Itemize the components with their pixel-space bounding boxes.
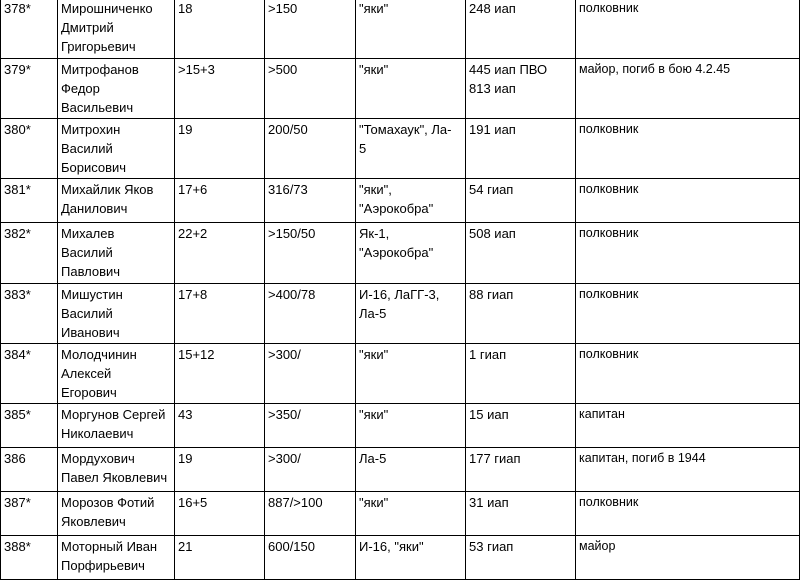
row-number: 379* bbox=[1, 59, 58, 119]
aircraft-cell: "яки", "Аэрокобра" bbox=[356, 179, 466, 223]
pilot-name: Мишустин Василий Иванович bbox=[58, 284, 175, 344]
unit-cell: 15 иап bbox=[466, 404, 576, 448]
unit-cell: 508 иап bbox=[466, 223, 576, 284]
row-number: 378* bbox=[1, 0, 58, 59]
table-row bbox=[1, 492, 800, 536]
rank-cell: полковник bbox=[576, 0, 800, 59]
victories-cell: >350/ bbox=[265, 404, 356, 448]
table-row bbox=[1, 284, 800, 344]
row-number: 385* bbox=[1, 404, 58, 448]
row-number: 386 bbox=[1, 448, 58, 492]
aircraft-cell: "яки" bbox=[356, 344, 466, 404]
rank-cell: майор bbox=[576, 536, 800, 580]
pilot-name: Молодчинин Алексей Егорович bbox=[58, 344, 175, 404]
pilot-name: Мордухович Павел Яковлевич bbox=[58, 448, 175, 492]
victories-cell: >300/ bbox=[265, 448, 356, 492]
row-number: 383* bbox=[1, 284, 58, 344]
victories-cell: >400/78 bbox=[265, 284, 356, 344]
table-row bbox=[1, 344, 800, 404]
unit-cell: 191 иап bbox=[466, 119, 576, 179]
table-row bbox=[1, 179, 800, 223]
victories-cell: 887/>100 bbox=[265, 492, 356, 536]
sorties-cell: 16+5 bbox=[175, 492, 265, 536]
pilot-name: Моторный Иван Порфирьевич bbox=[58, 536, 175, 580]
victories-cell: 200/50 bbox=[265, 119, 356, 179]
victories-cell: 600/150 bbox=[265, 536, 356, 580]
table-row bbox=[1, 536, 800, 580]
sorties-cell: 19 bbox=[175, 119, 265, 179]
pilot-name: Моргунов Сергей Николаевич bbox=[58, 404, 175, 448]
table-row bbox=[1, 0, 800, 59]
aircraft-cell: И-16, "яки" bbox=[356, 536, 466, 580]
unit-cell: 54 гиап bbox=[466, 179, 576, 223]
unit-cell: 31 иап bbox=[466, 492, 576, 536]
pilot-name: Митрохин Василий Борисович bbox=[58, 119, 175, 179]
victories-cell: >500 bbox=[265, 59, 356, 119]
aircraft-cell: Як-1, "Аэрокобра" bbox=[356, 223, 466, 284]
sorties-cell: 19 bbox=[175, 448, 265, 492]
rank-cell: майор, погиб в бою 4.2.45 bbox=[576, 59, 800, 119]
table-row bbox=[1, 448, 800, 492]
row-number: 388* bbox=[1, 536, 58, 580]
rank-cell: полковник bbox=[576, 344, 800, 404]
unit-cell: 53 гиап bbox=[466, 536, 576, 580]
aircraft-cell: "яки" bbox=[356, 0, 466, 59]
rank-cell: полковник bbox=[576, 119, 800, 179]
sorties-cell: 17+6 bbox=[175, 179, 265, 223]
pilot-name: Мирошниченко Дмитрий Григорьевич bbox=[58, 0, 175, 59]
row-number: 381* bbox=[1, 179, 58, 223]
aircraft-cell: "Томахаук", Ла- 5 bbox=[356, 119, 466, 179]
table-row bbox=[1, 119, 800, 179]
victories-cell: >150/50 bbox=[265, 223, 356, 284]
pilot-name: Морозов Фотий Яковлевич bbox=[58, 492, 175, 536]
aircraft-cell: "яки" bbox=[356, 404, 466, 448]
row-number: 382* bbox=[1, 223, 58, 284]
unit-cell: 177 гиап bbox=[466, 448, 576, 492]
sorties-cell: >15+3 bbox=[175, 59, 265, 119]
aircraft-cell: Ла-5 bbox=[356, 448, 466, 492]
sorties-cell: 43 bbox=[175, 404, 265, 448]
unit-cell: 248 иап bbox=[466, 0, 576, 59]
unit-cell: 445 иап ПВО 813 иап bbox=[466, 59, 576, 119]
rank-cell: капитан, погиб в 1944 bbox=[576, 448, 800, 492]
rank-cell: полковник bbox=[576, 223, 800, 284]
aircraft-cell: "яки" bbox=[356, 59, 466, 119]
rank-cell: капитан bbox=[576, 404, 800, 448]
sorties-cell: 22+2 bbox=[175, 223, 265, 284]
aircraft-cell: "яки" bbox=[356, 492, 466, 536]
pilot-name: Михайлик Яков Данилович bbox=[58, 179, 175, 223]
sorties-cell: 15+12 bbox=[175, 344, 265, 404]
rank-cell: полковник bbox=[576, 284, 800, 344]
sorties-cell: 17+8 bbox=[175, 284, 265, 344]
rank-cell: полковник bbox=[576, 492, 800, 536]
aircraft-cell: И-16, ЛаГГ-3, Ла-5 bbox=[356, 284, 466, 344]
table-row bbox=[1, 59, 800, 119]
row-number: 387* bbox=[1, 492, 58, 536]
table-row bbox=[1, 223, 800, 284]
pilot-name: Михалев Василий Павлович bbox=[58, 223, 175, 284]
row-number: 384* bbox=[1, 344, 58, 404]
victories-cell: 316/73 bbox=[265, 179, 356, 223]
unit-cell: 1 гиап bbox=[466, 344, 576, 404]
table-row bbox=[1, 404, 800, 448]
row-number: 380* bbox=[1, 119, 58, 179]
victories-cell: >150 bbox=[265, 0, 356, 59]
rank-cell: полковник bbox=[576, 179, 800, 223]
sorties-cell: 18 bbox=[175, 0, 265, 59]
pilot-name: Митрофанов Федор Васильевич bbox=[58, 59, 175, 119]
victories-cell: >300/ bbox=[265, 344, 356, 404]
unit-cell: 88 гиап bbox=[466, 284, 576, 344]
sorties-cell: 21 bbox=[175, 536, 265, 580]
